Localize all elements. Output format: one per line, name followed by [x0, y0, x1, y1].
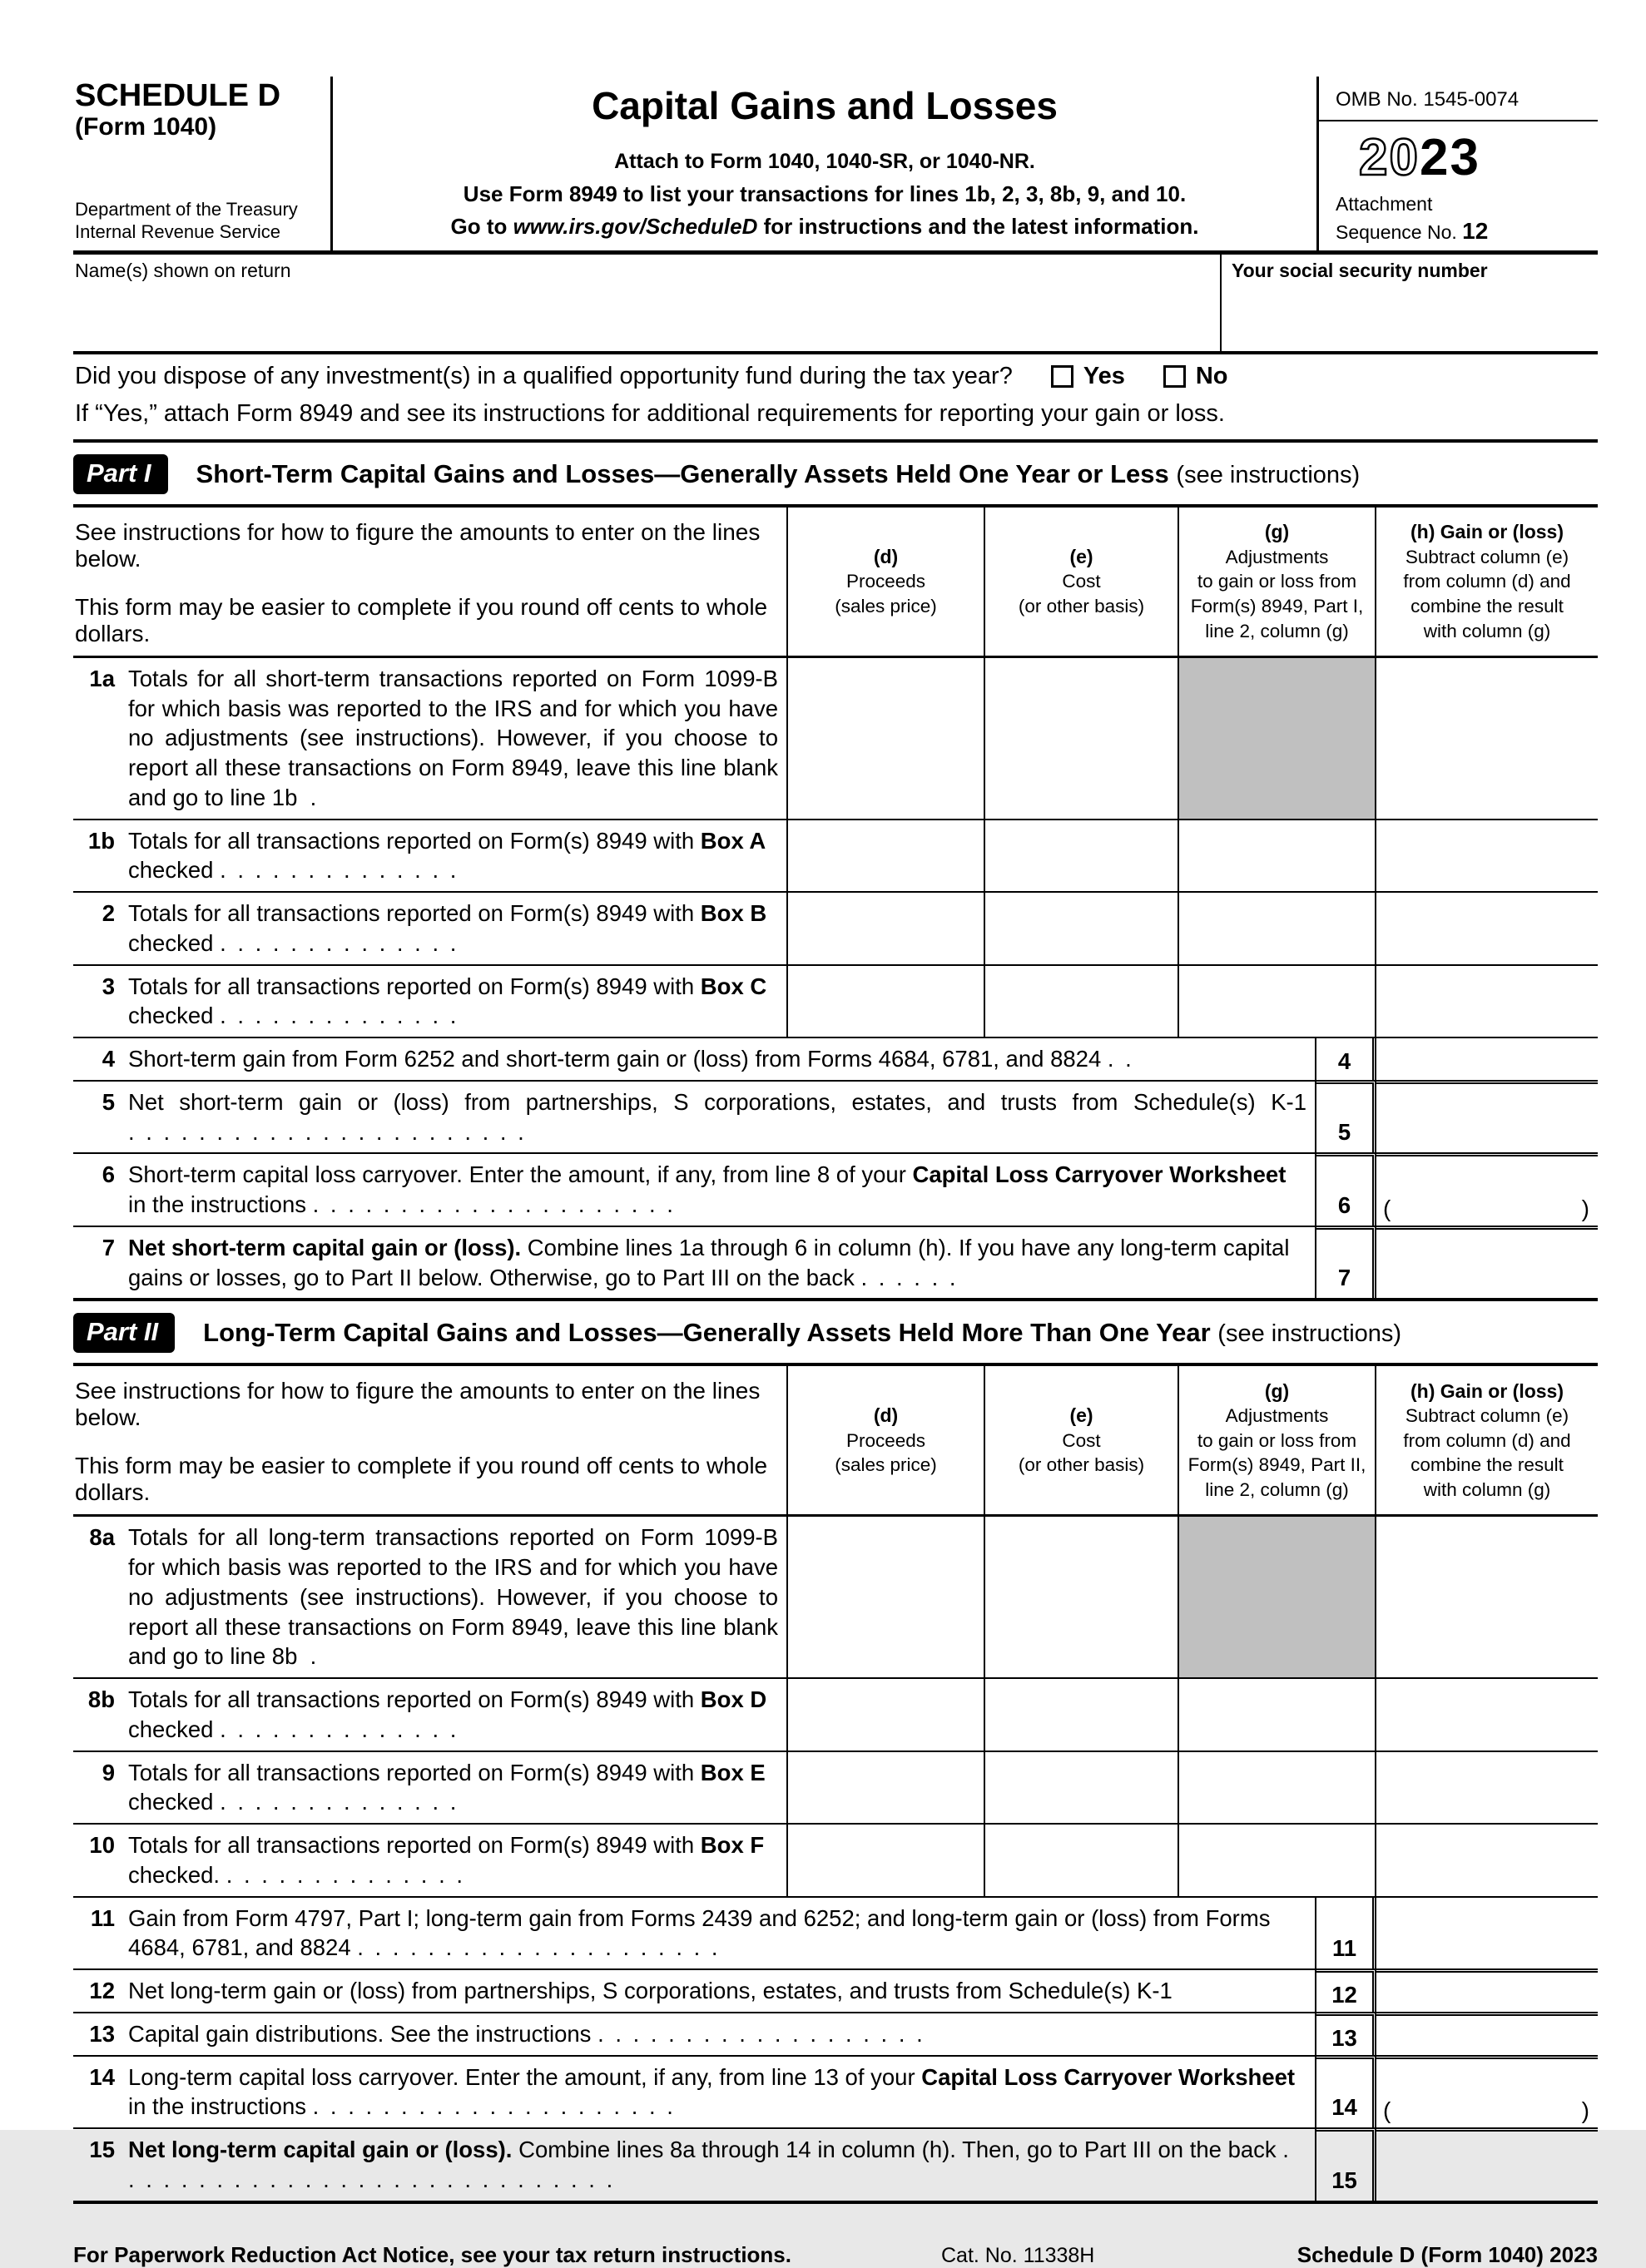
form-header-right	[1316, 77, 1598, 250]
line-6-paren-close: )	[1581, 1195, 1589, 1221]
col-g-tag-2: (g)	[1264, 1379, 1290, 1402]
line-14-dot-leader: . . . . . . . . . . . . . . . . . . . . .	[312, 2093, 676, 2120]
line-7-post: Combine lines 1a through 6 in column (h). If you have any long-term capital gains or losses, go to Part II below. Otherwise, go to Part III on the back	[128, 1234, 1290, 1290]
line-3-text	[128, 972, 778, 1032]
line-8a-gain-cell[interactable]	[1376, 1517, 1598, 1679]
line-6-description	[73, 1154, 1316, 1227]
line-5-number: 5	[102, 1088, 115, 1115]
part1-bar	[73, 454, 1598, 494]
qof-question-line	[75, 363, 1598, 390]
line-8a-description	[73, 1517, 788, 1679]
line-4-number-box: 4	[1316, 1038, 1376, 1082]
line-4-text	[128, 1044, 1306, 1074]
col-h-tag: (h) Gain or (loss)	[1411, 521, 1564, 543]
col-h-line2: from column (d) and	[1403, 571, 1571, 592]
line-5-dot-leader: . . . . . . . . . . . . . . . . . . . . . . .	[128, 1118, 527, 1145]
line-10-box-f: Box F	[700, 1832, 765, 1858]
line-12-number: 12	[89, 1978, 115, 2003]
line-7-bold-lead: Net short-term capital gain or (loss).	[128, 1234, 522, 1260]
line-9-gain-cell[interactable]	[1376, 1752, 1598, 1825]
line-9-text	[128, 1758, 778, 1818]
part1-intro-cell	[73, 508, 788, 658]
line-13-text-body: Capital gain distributions. See the instructions	[128, 2020, 592, 2047]
line-1b-description	[73, 820, 788, 894]
line-10-cost-cell[interactable]	[985, 1825, 1179, 1898]
line-15-description	[73, 2129, 1316, 2201]
line-2-pre: Totals for all transactions reported on Form(s) 8949 with	[128, 900, 701, 926]
line-9-number: 9	[102, 1759, 115, 1785]
line-9-proceeds-cell[interactable]	[788, 1752, 985, 1825]
part1-intro2: This form may be easier to complete if you round off cents to whole dollars.	[75, 593, 768, 646]
schedule-name: SCHEDULE D	[75, 78, 281, 113]
footer-form-id: Schedule D (Form 1040) 2023	[1296, 2241, 1598, 2267]
line-7-text	[128, 1233, 1306, 1293]
line-13-number-box: 13	[1316, 2012, 1376, 2057]
line-15-row	[73, 2129, 1598, 2201]
col-g-line1-2: Adjustments	[1225, 1405, 1329, 1427]
part2-label: Part II	[73, 1313, 175, 1353]
line-12-text-body: Net long-term gain or (loss) from partnerships, S corporations, estates, and trusts from Schedule(s) K-1	[128, 1978, 1173, 2003]
line-7-number-box: 7	[1316, 1226, 1376, 1299]
part2-title	[203, 1318, 1401, 1348]
name-ssn-row	[73, 255, 1598, 354]
line-10-pre: Totals for all transactions reported on Form(s) 8949 with	[128, 1832, 701, 1858]
line-9-row	[73, 1752, 1598, 1825]
line-3-number: 3	[102, 973, 115, 999]
line-2-gain-cell[interactable]	[1376, 893, 1598, 966]
line-1a-cost-cell[interactable]	[985, 658, 1179, 820]
line-8b-number: 8b	[87, 1686, 115, 1712]
part2-intro2: This form may be easier to complete if you round off cents to whole dollars.	[75, 1453, 768, 1506]
col-h-line4-2: with column (g)	[1423, 1479, 1551, 1501]
qof-question-text: Did you dispose of any investment(s) in a qualified opportunity fund during the tax year?	[75, 362, 1013, 389]
form-title: Capital Gains and Losses	[592, 84, 1058, 127]
irs-url: www.irs.gov/ScheduleD	[513, 213, 758, 239]
line-4-row	[73, 1038, 1598, 1082]
tax-year-bold: 23	[1419, 129, 1480, 186]
line-1a-description	[73, 658, 788, 820]
line-8a-row	[73, 1517, 1598, 1679]
col-g-line4-2: line 2, column (g)	[1205, 1479, 1349, 1501]
line-7-number: 7	[102, 1234, 115, 1260]
line-2-cost-cell[interactable]	[985, 893, 1179, 966]
line-8b-proceeds-cell[interactable]	[788, 1679, 985, 1752]
part2-bar	[73, 1313, 1598, 1353]
line-13-description	[73, 2013, 1316, 2057]
tax-year	[1319, 121, 1598, 187]
line-11-text-body: Gain from Form 4797, Part I; long-term gain from Forms 2439 and 6252; and long-term gain or (loss) from Forms 4684, 6781, and 8824	[128, 1904, 1271, 1961]
line-8b-cost-cell[interactable]	[985, 1679, 1179, 1752]
col-g-line2-2: to gain or loss from	[1197, 1429, 1357, 1451]
form-header-center	[333, 77, 1316, 250]
line-1a-text	[128, 664, 778, 813]
line-6-worksheet-ref: Capital Loss Carryover Worksheet	[912, 1161, 1287, 1188]
line-3-box-c: Box C	[700, 973, 767, 999]
line-10-text	[128, 1830, 778, 1890]
go-to-prefix: Go to	[450, 213, 513, 239]
qof-note: If “Yes,” attach Form 8949 and see its instructions for additional requirements for reporting your gain or loss.	[75, 399, 1225, 427]
agency-name	[75, 198, 322, 247]
line-10-proceeds-cell[interactable]	[788, 1825, 985, 1898]
line-6-post: in the instructions	[128, 1191, 306, 1217]
line-8b-pre: Totals for all transactions reported on Form(s) 8949 with	[128, 1686, 701, 1712]
tax-year-outline: 20	[1359, 129, 1420, 186]
col-d-tag-2: (d)	[873, 1404, 899, 1427]
col-g-line3-2: Form(s) 8949, Part II,	[1187, 1454, 1366, 1476]
part1-col-e-header	[985, 508, 1179, 658]
line-12-amount-cell[interactable]	[1376, 1968, 1598, 2013]
line-1b-box-a: Box A	[700, 827, 766, 854]
col-h-line3-2: combine the result	[1411, 1454, 1564, 1476]
line-3-description	[73, 966, 788, 1039]
line-11-number: 11	[90, 1904, 115, 1931]
line-8a-text-end: .	[297, 1643, 317, 1670]
col-d-line1-2: Proceeds	[845, 1429, 926, 1451]
line-1a-adjustments-cell-shaded	[1179, 658, 1376, 820]
line-1b-adjustments-cell[interactable]	[1179, 820, 1376, 894]
line-14-worksheet-ref: Capital Loss Carryover Worksheet	[921, 2063, 1296, 2090]
line-11-description	[73, 1898, 1316, 1971]
go-to-instruction	[341, 210, 1308, 243]
part2-title-text: Long-Term Capital Gains and Losses—Generally Assets Held More Than One Year	[203, 1318, 1211, 1348]
line-12-description	[73, 1970, 1316, 2013]
col-e-line1: Cost	[1062, 571, 1101, 592]
name-field[interactable]	[73, 255, 1222, 351]
line-2-row	[73, 893, 1598, 966]
line-15-post: Combine lines 8a through 14 in column (h). Then, go to Part III on the back .	[512, 2137, 1289, 2162]
part1-col-d-header	[788, 508, 985, 658]
line-10-dot-leader: . . . . . . . . . . . . . .	[226, 1861, 466, 1888]
line-11-row	[73, 1898, 1598, 1971]
part2-intro-cell	[73, 1366, 788, 1517]
col-g-tag: (g)	[1264, 521, 1290, 543]
line-1a-text-body: Totals for all short-term transactions reported on Form 1099-B for which basis was reported to the IRS and for which you have no adjustments (see instructions). However, if you choose to report all these transactions on Form 8949, leave this line blank and go to line 1b	[128, 665, 778, 810]
line-8a-adjustments-cell-shaded	[1179, 1517, 1376, 1679]
line-1b-gain-cell[interactable]	[1376, 820, 1598, 894]
line-9-box-e: Box E	[700, 1759, 766, 1785]
col-g-line2: to gain or loss from	[1197, 571, 1357, 592]
line-1b-post: checked	[128, 857, 214, 884]
line-14-number-box: 14	[1316, 2055, 1376, 2130]
line-6-number-box: 6	[1316, 1152, 1376, 1227]
line-4-dot-leader: . .	[1107, 1046, 1134, 1072]
line-7-amount-cell[interactable]	[1376, 1226, 1598, 1299]
line-15-number-box: 15	[1316, 2127, 1376, 2201]
line-8b-adjustments-cell[interactable]	[1179, 1679, 1376, 1752]
line-8b-description	[73, 1679, 788, 1752]
line-3-gain-cell[interactable]	[1376, 966, 1598, 1039]
omb-number: OMB No. 1545-0074	[1319, 77, 1598, 121]
part1-table-header	[73, 508, 1598, 658]
line-9-pre: Totals for all transactions reported on Form(s) 8949 with	[128, 1759, 701, 1785]
line-1a-row	[73, 658, 1598, 820]
col-d-line1: Proceeds	[845, 571, 926, 592]
line-7-dot-leader: . . . . . .	[860, 1264, 959, 1290]
line-3-row	[73, 966, 1598, 1039]
ssn-field[interactable]	[1222, 255, 1598, 351]
line-8b-row	[73, 1679, 1598, 1752]
line-14-description	[73, 2057, 1316, 2130]
catalog-number: Cat. No. 11338H	[941, 2243, 1095, 2267]
col-h-line1: Subtract column (e)	[1405, 546, 1569, 567]
line-5-row	[73, 1082, 1598, 1155]
part2-table	[73, 1363, 1598, 2203]
line-8a-cost-cell[interactable]	[985, 1517, 1179, 1679]
line-5-text	[128, 1087, 1306, 1147]
line-5-text-body: Net short-term gain or (loss) from partnerships, S corporations, estates, and trusts from Schedule(s) K-1	[128, 1088, 1306, 1115]
go-to-suffix: for instructions and the latest information.	[757, 213, 1199, 239]
line-8a-proceeds-cell[interactable]	[788, 1517, 985, 1679]
line-13-number: 13	[89, 2020, 115, 2047]
line-10-adjustments-cell[interactable]	[1179, 1825, 1376, 1898]
col-h-tag-2: (h) Gain or (loss)	[1411, 1379, 1564, 1402]
line-1b-dot-leader: . . . . . . . . . . . . . .	[220, 857, 459, 884]
col-h-line1-2: Subtract column (e)	[1405, 1405, 1569, 1427]
part2-col-e-header	[985, 1366, 1179, 1517]
line-7-row	[73, 1227, 1598, 1299]
part2-intro1: See instructions for how to figure the amounts to enter on the lines below.	[75, 1378, 761, 1431]
part1-table	[73, 504, 1598, 1302]
ssn-field-label: Your social security number	[1232, 259, 1488, 281]
line-1b-pre: Totals for all transactions reported on Form(s) 8949 with	[128, 827, 701, 854]
line-5-number-box: 5	[1316, 1080, 1376, 1155]
line-7-description	[73, 1227, 1316, 1299]
col-g-line4: line 2, column (g)	[1205, 620, 1349, 641]
line-15-dot-leader: . . . . . . . . . . . . . . . . . . . . . . . . . . . .	[128, 2166, 616, 2192]
line-6-dot-leader: . . . . . . . . . . . . . . . . . . . . .	[312, 1191, 676, 1217]
line-6-amount-cell[interactable]	[1376, 1152, 1598, 1227]
line-2-box-b: Box B	[700, 900, 767, 926]
col-e-tag: (e)	[1069, 545, 1093, 567]
line-4-text-body: Short-term gain from Form 6252 and short-term gain or (loss) from Forms 4684, 6781, and 8824	[128, 1046, 1102, 1072]
line-11-amount-cell[interactable]	[1376, 1898, 1598, 1971]
line-3-dot-leader: . . . . . . . . . . . . . .	[220, 1003, 459, 1029]
col-e-tag-2: (e)	[1069, 1404, 1093, 1427]
line-8a-number: 8a	[89, 1524, 115, 1551]
line-8b-dot-leader: . . . . . . . . . . . . . .	[220, 1716, 459, 1742]
line-12-text	[128, 1976, 1306, 2006]
part2-col-g-header	[1179, 1366, 1376, 1517]
qof-no-checkbox[interactable]	[1163, 365, 1186, 388]
line-14-amount-cell[interactable]	[1376, 2055, 1598, 2130]
line-4-amount-cell[interactable]	[1376, 1038, 1598, 1082]
col-d-line2-2: (sales price)	[835, 1454, 937, 1476]
line-13-row	[73, 2013, 1598, 2057]
line-13-amount-cell[interactable]	[1376, 2012, 1598, 2057]
line-14-post: in the instructions	[128, 2093, 306, 2120]
line-8b-gain-cell[interactable]	[1376, 1679, 1598, 1752]
line-5-description	[73, 1082, 1316, 1155]
line-13-text	[128, 2019, 1306, 2049]
line-1a-text-end: .	[297, 784, 317, 810]
part1-title-text: Short-Term Capital Gains and Losses—Generally Assets Held One Year or Less	[196, 458, 1169, 488]
form-number: (Form 1040)	[75, 112, 217, 141]
attachment-sequence	[1319, 187, 1598, 250]
line-14-text	[128, 2062, 1306, 2122]
line-10-number: 10	[89, 1832, 115, 1858]
line-9-adjustments-cell[interactable]	[1179, 1752, 1376, 1825]
part2-table-header	[73, 1366, 1598, 1517]
line-14-paren-open: (	[1383, 2097, 1391, 2123]
line-6-text	[128, 1160, 1306, 1220]
line-8a-text-body: Totals for all long-term transactions reported on Form 1099-B for which basis was reported to the IRS and for which you have no adjustments (see instructions). However, if you choose to report all these transactions on Form 8949, leave this line blank and go to line 8b	[128, 1524, 778, 1670]
form-footer	[73, 2242, 1598, 2268]
line-14-pre: Long-term capital loss carryover. Enter the amount, if any, from line 13 of your	[128, 2063, 922, 2090]
name-field-label: Name(s) shown on return	[75, 259, 291, 281]
line-2-description	[73, 893, 788, 966]
line-3-proceeds-cell[interactable]	[788, 966, 985, 1039]
attachment-label: Attachment	[1336, 193, 1433, 215]
col-d-tag: (d)	[873, 545, 899, 567]
line-11-dot-leader: . . . . . . . . . . . . . . . . . . . . .	[357, 1934, 721, 1961]
form-header	[73, 77, 1598, 255]
col-e-line2-2: (or other basis)	[1018, 1454, 1145, 1476]
line-6-pre: Short-term capital loss carryover. Enter the amount, if any, from line 8 of your	[128, 1161, 913, 1188]
line-13-dot-leader: . . . . . . . . . . . . . . . . . . .	[597, 2020, 925, 2047]
line-1a-proceeds-cell[interactable]	[788, 658, 985, 820]
col-h-line4: with column (g)	[1423, 620, 1551, 641]
attach-instruction: Attach to Form 1040, 1040-SR, or 1040-NR.	[614, 150, 1035, 173]
line-1b-proceeds-cell[interactable]	[788, 820, 985, 894]
col-g-line3: Form(s) 8949, Part I,	[1190, 595, 1364, 617]
part1-title	[196, 459, 1361, 489]
line-3-pre: Totals for all transactions reported on Form(s) 8949 with	[128, 973, 701, 999]
line-2-number: 2	[102, 900, 115, 926]
line-1b-number: 1b	[87, 827, 115, 854]
line-3-adjustments-cell[interactable]	[1179, 966, 1376, 1039]
line-15-number: 15	[89, 2137, 115, 2162]
paperwork-notice: For Paperwork Reduction Act Notice, see your tax return instructions.	[73, 2241, 791, 2267]
line-5-amount-cell[interactable]	[1376, 1080, 1598, 1155]
line-11-text	[128, 1904, 1306, 1963]
line-10-description	[73, 1825, 788, 1898]
line-14-paren-close: )	[1581, 2097, 1589, 2123]
line-12-number-box: 12	[1316, 1968, 1376, 2013]
col-h-line2-2: from column (d) and	[1403, 1429, 1571, 1451]
line-6-row	[73, 1154, 1598, 1227]
line-8b-post: checked	[128, 1716, 214, 1742]
qof-no-label: No	[1195, 362, 1228, 389]
line-3-post: checked	[128, 1003, 214, 1029]
line-1a-number: 1a	[89, 665, 115, 691]
part1-see-instructions: (see instructions)	[1176, 461, 1361, 488]
col-e-line1-2: Cost	[1062, 1429, 1101, 1451]
part1-label: Part I	[73, 454, 168, 494]
line-2-proceeds-cell[interactable]	[788, 893, 985, 966]
part2-see-instructions: (see instructions)	[1217, 1320, 1402, 1348]
sequence-label: Sequence No.	[1336, 220, 1463, 243]
line-1b-text	[128, 826, 778, 886]
line-9-dot-leader: . . . . . . . . . . . . . .	[220, 1789, 459, 1815]
line-9-cost-cell[interactable]	[985, 1752, 1179, 1825]
part1-col-h-header	[1376, 508, 1598, 658]
line-8a-text	[128, 1523, 778, 1671]
line-2-post: checked	[128, 929, 214, 956]
line-10-post: checked.	[128, 1861, 221, 1888]
qof-question-block	[73, 354, 1598, 443]
use-form-instruction: Use Form 8949 to list your transactions for lines 1b, 2, 3, 8b, 9, and 10.	[463, 181, 1187, 206]
line-14-number: 14	[89, 2063, 115, 2090]
line-8b-box-d: Box D	[700, 1686, 767, 1712]
line-9-post: checked	[128, 1789, 214, 1815]
col-e-line2: (or other basis)	[1018, 595, 1145, 617]
part2-col-h-header	[1376, 1366, 1598, 1517]
line-2-dot-leader: . . . . . . . . . . . . . .	[220, 929, 459, 956]
line-4-description	[73, 1038, 1316, 1082]
sequence-number-line	[1336, 216, 1598, 245]
col-g-line1: Adjustments	[1225, 546, 1329, 567]
line-14-row	[73, 2057, 1598, 2130]
line-6-paren-open: (	[1383, 1195, 1391, 1221]
line-15-amount-cell[interactable]	[1376, 2127, 1598, 2201]
col-d-line2: (sales price)	[835, 595, 937, 617]
part1-intro1: See instructions for how to figure the amounts to enter on the lines below.	[75, 518, 761, 572]
part2-col-d-header	[788, 1366, 985, 1517]
qof-yes-checkbox[interactable]	[1051, 365, 1073, 388]
line-12-row	[73, 1970, 1598, 2013]
part1-col-g-header	[1179, 508, 1376, 658]
line-1b-cost-cell[interactable]	[985, 820, 1179, 894]
line-10-gain-cell[interactable]	[1376, 1825, 1598, 1898]
line-10-row	[73, 1825, 1598, 1898]
line-2-adjustments-cell[interactable]	[1179, 893, 1376, 966]
line-9-description	[73, 1752, 788, 1825]
line-6-number: 6	[102, 1161, 115, 1188]
line-3-cost-cell[interactable]	[985, 966, 1179, 1039]
line-4-number: 4	[102, 1046, 115, 1072]
line-8b-text	[128, 1685, 778, 1745]
line-15-text	[128, 2135, 1306, 2195]
agency-line1: Department of the Treasury	[75, 198, 298, 220]
line-1a-gain-cell[interactable]	[1376, 658, 1598, 820]
qof-yes-label: Yes	[1083, 362, 1125, 389]
agency-line2: Internal Revenue Service	[75, 221, 281, 243]
line-11-number-box: 11	[1316, 1898, 1376, 1971]
line-2-text	[128, 899, 778, 958]
line-1b-row	[73, 820, 1598, 894]
form-header-left	[73, 77, 333, 250]
col-h-line3: combine the result	[1411, 595, 1564, 617]
sequence-number: 12	[1462, 217, 1489, 244]
line-15-bold-lead: Net long-term capital gain or (loss).	[128, 2137, 513, 2162]
